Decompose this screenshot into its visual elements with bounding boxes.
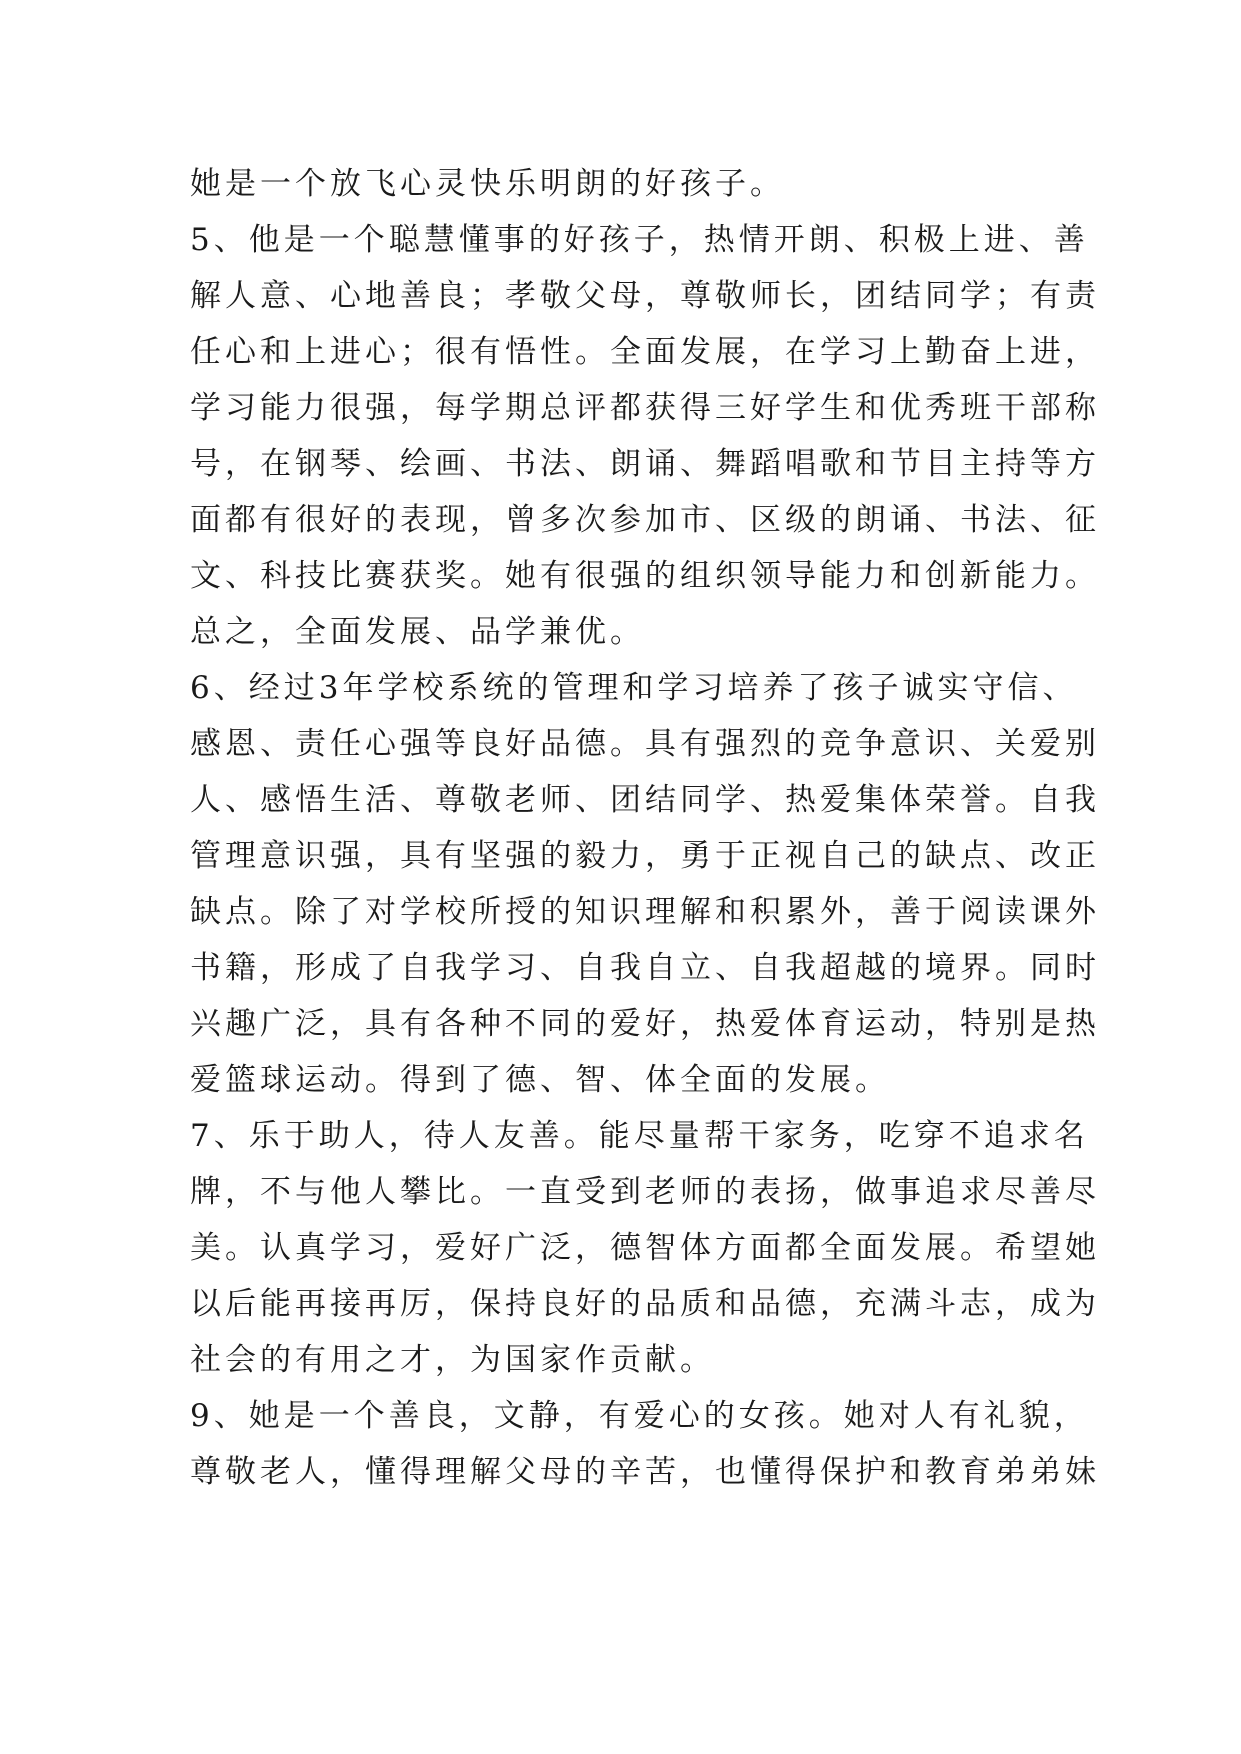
text-line: 6、经过3年学校系统的管理和学习培养了孩子诚实守信、 xyxy=(190,670,1078,706)
body-text xyxy=(190,156,1100,1500)
text-line: 人、感悟生活、尊敬老师、团结同学、热爱集体荣誉。自我 xyxy=(190,782,1100,818)
text-line: 9、她是一个善良，文静，有爱心的女孩。她对人有礼貌， xyxy=(190,1398,1089,1434)
text-line: 牌，不与他人攀比。一直受到老师的表扬，做事追求尽善尽 xyxy=(190,1174,1100,1210)
text-line: 7、乐于助人，待人友善。能尽量帮干家务，吃穿不追求名 xyxy=(190,1118,1089,1154)
text-line: 兴趣广泛，具有各种不同的爱好，热爱体育运动，特别是热 xyxy=(190,1006,1100,1042)
text-line: 社会的有用之才，为国家作贡献。 xyxy=(190,1342,715,1378)
text-line: 学习能力很强，每学期总评都获得三好学生和优秀班干部称 xyxy=(190,390,1100,426)
text-line: 她是一个放飞心灵快乐明朗的好孩子。 xyxy=(190,166,785,202)
text-line: 面都有很好的表现，曾多次参加市、区级的朗诵、书法、征 xyxy=(190,502,1100,538)
text-line: 号，在钢琴、绘画、书法、朗诵、舞蹈唱歌和节目主持等方 xyxy=(190,446,1100,482)
text-line: 总之，全面发展、品学兼优。 xyxy=(190,614,645,650)
text-line: 感恩、责任心强等良好品德。具有强烈的竞争意识、关爱别 xyxy=(190,726,1100,762)
text-line: 任心和上进心；很有悟性。全面发展，在学习上勤奋上进， xyxy=(190,334,1100,370)
text-line: 美。认真学习，爱好广泛，德智体方面都全面发展。希望她 xyxy=(190,1230,1100,1266)
text-line: 爱篮球运动。得到了德、智、体全面的发展。 xyxy=(190,1062,890,1098)
text-line: 管理意识强，具有坚强的毅力，勇于正视自己的缺点、改正 xyxy=(190,838,1100,874)
text-line: 5、他是一个聪慧懂事的好孩子，热情开朗、积极上进、善 xyxy=(190,222,1089,258)
text-line: 文、科技比赛获奖。她有很强的组织领导能力和创新能力。 xyxy=(190,558,1100,594)
text-line: 缺点。除了对学校所授的知识理解和积累外，善于阅读课外 xyxy=(190,894,1100,930)
text-line: 解人意、心地善良；孝敬父母，尊敬师长，团结同学；有责 xyxy=(190,278,1100,314)
text-line: 书籍，形成了自我学习、自我自立、自我超越的境界。同时 xyxy=(190,950,1100,986)
text-line: 尊敬老人，懂得理解父母的辛苦，也懂得保护和教育弟弟妹 xyxy=(190,1454,1100,1490)
text-line: 以后能再接再厉，保持良好的品质和品德，充满斗志，成为 xyxy=(190,1286,1100,1322)
